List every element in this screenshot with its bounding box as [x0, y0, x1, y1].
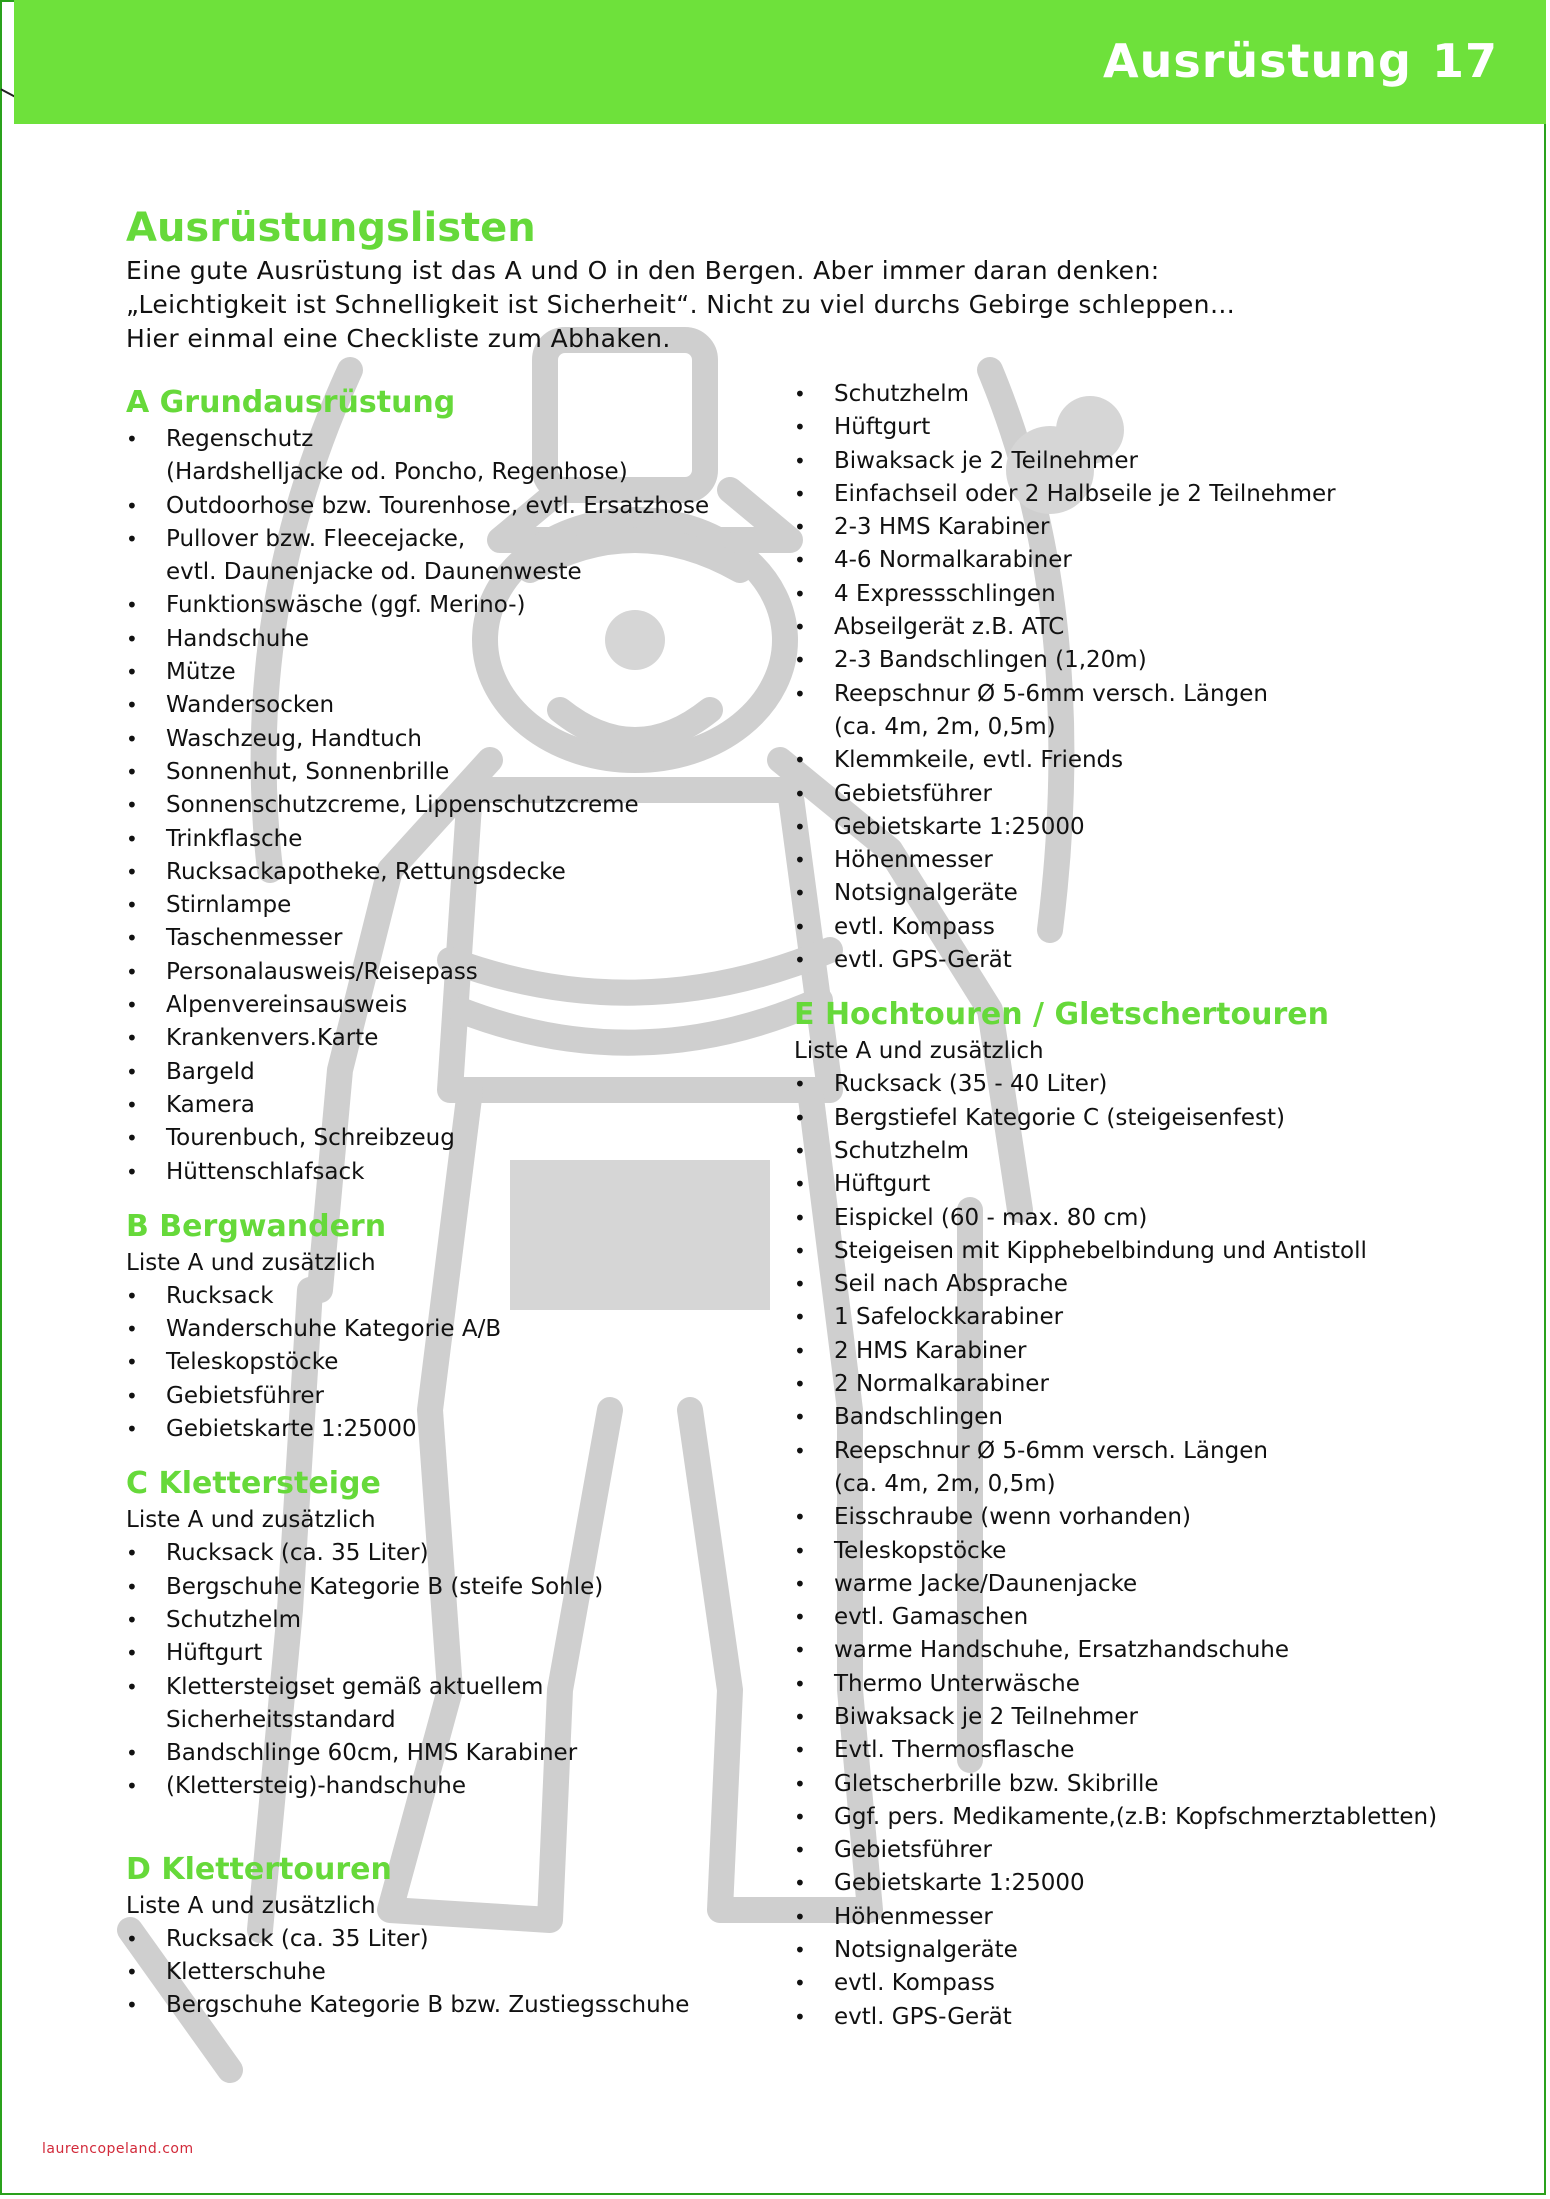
- section-c-subtitle: Liste A und zusätzlich: [126, 1507, 376, 1534]
- list-item: • Bergstiefel Kategorie C (steigeisenfest): [794, 1102, 1454, 1135]
- list-item: [794, 1468, 1454, 1501]
- list-item: • Eisschraube (wenn vorhanden): [794, 1501, 1454, 1534]
- section-c-list: [126, 1537, 786, 1803]
- list-item: • Abseilgerät z.B. ATC: [794, 611, 1454, 644]
- list-item: • Pullover bzw. Fleecejacke,: [126, 523, 786, 556]
- list-item: • Klettersteigset gemäß aktuellem: [126, 1671, 786, 1704]
- list-item-continuation: (Hardshelljacke od. Poncho, Regenhose): [166, 459, 628, 486]
- list-item-continuation: evtl. Daunenjacke od. Daunenweste: [166, 559, 582, 586]
- list-item: • 1 Safelockkarabiner: [794, 1301, 1454, 1334]
- list-item: • Wanderschuhe Kategorie A/B: [126, 1313, 786, 1346]
- list-item: • Personalausweis/Reisepass: [126, 956, 786, 989]
- section-b-title: B Bergwandern: [126, 1208, 387, 1244]
- intro-line: „Leichtigkeit ist Schnelligkeit ist Sicherheit“. Nicht zu viel durchs Gebirge schleppen…: [126, 290, 1236, 319]
- page-title: Ausrüstungslisten: [126, 205, 536, 251]
- list-item: • Thermo Unterwäsche: [794, 1668, 1454, 1701]
- list-item-continuation: Sicherheitsstandard: [166, 1706, 396, 1733]
- list-item: • Hüftgurt: [794, 1168, 1454, 1201]
- list-item: • Gebietsführer: [794, 1834, 1454, 1867]
- section-a-list: [126, 423, 786, 1189]
- list-item: • Kamera: [126, 1089, 786, 1122]
- page-header-bar: [14, 0, 1546, 124]
- header-title: Ausrüstung: [1103, 34, 1412, 88]
- list-item: • Bandschlingen: [794, 1401, 1454, 1434]
- list-item: • 2-3 Bandschlingen (1,20m): [794, 644, 1454, 677]
- list-item-continuation: (ca. 4m, 2m, 0,5m): [834, 1470, 1056, 1497]
- list-item: • Bandschlinge 60cm, HMS Karabiner: [126, 1737, 786, 1770]
- list-item: • warme Handschuhe, Ersatzhandschuhe: [794, 1634, 1454, 1667]
- list-item: • warme Jacke/Daunenjacke: [794, 1568, 1454, 1601]
- list-item: • Klemmkeile, evtl. Friends: [794, 744, 1454, 777]
- section-a-title: A Grundausrüstung: [126, 385, 456, 420]
- list-item: • evtl. Kompass: [794, 1967, 1454, 2000]
- left-column: [126, 383, 786, 2023]
- section-e-title: E Hochtouren / Gletschertouren: [794, 997, 1329, 1033]
- header-title-group: [1103, 34, 1498, 88]
- list-item: • Trinkflasche: [126, 823, 786, 856]
- list-item: • evtl. Gamaschen: [794, 1601, 1454, 1634]
- list-item: • Rucksackapotheke, Rettungsdecke: [126, 856, 786, 889]
- list-item: • Tourenbuch, Schreibzeug: [126, 1122, 786, 1155]
- list-item: • Biwaksack je 2 Teilnehmer: [794, 1701, 1454, 1734]
- list-item: • evtl. GPS-Gerät: [794, 944, 1454, 977]
- list-item-continuation: (ca. 4m, 2m, 0,5m): [834, 713, 1056, 740]
- list-item: • Gebietsführer: [794, 778, 1454, 811]
- list-item: • Bergschuhe Kategorie B bzw. Zustiegsschuhe: [126, 1989, 786, 2022]
- intro-line: Hier einmal eine Checkliste zum Abhaken.: [126, 324, 671, 353]
- list-item: [794, 711, 1454, 744]
- list-item: [126, 1704, 786, 1737]
- list-item: • Rucksack (ca. 35 Liter): [126, 1537, 786, 1570]
- list-item: • Einfachseil oder 2 Halbseile je 2 Teilnehmer: [794, 478, 1454, 511]
- section-b-list: [126, 1280, 786, 1446]
- list-item: • Waschzeug, Handtuch: [126, 723, 786, 756]
- list-item: [126, 456, 786, 489]
- list-item: • Stirnlampe: [126, 889, 786, 922]
- section-d-subtitle: Liste A und zusätzlich: [126, 1892, 376, 1919]
- list-item: • Ggf. pers. Medikamente,(z.B: Kopfschmerztabletten): [794, 1801, 1454, 1834]
- list-item: • Notsignalgeräte: [794, 1934, 1454, 1967]
- list-item: • Evtl. Thermosflasche: [794, 1734, 1454, 1767]
- list-item: • 2 Normalkarabiner: [794, 1368, 1454, 1401]
- list-item: • Regenschutz: [126, 423, 786, 456]
- list-item: • Biwaksack je 2 Teilnehmer: [794, 445, 1454, 478]
- list-item: • Kletterschuhe: [126, 1956, 786, 1989]
- list-item: • Notsignalgeräte: [794, 877, 1454, 910]
- list-item: • Mütze: [126, 656, 786, 689]
- list-item: • Schutzhelm: [126, 1604, 786, 1637]
- list-item: • Schutzhelm: [794, 378, 1454, 411]
- list-item: • Gebietskarte 1:25000: [126, 1413, 786, 1446]
- list-item: • Seil nach Absprache: [794, 1268, 1454, 1301]
- list-item: • Hüftgurt: [794, 411, 1454, 444]
- list-item: • Handschuhe: [126, 623, 786, 656]
- list-item: • Sonnenhut, Sonnenbrille: [126, 756, 786, 789]
- intro-line: Eine gute Ausrüstung ist das A und O in den Bergen. Aber immer daran denken:: [126, 256, 1160, 285]
- list-item: • Rucksack (35 - 40 Liter): [794, 1068, 1454, 1101]
- section-e-list: [794, 1068, 1454, 2034]
- list-item: • Gebietskarte 1:25000: [794, 1867, 1454, 1900]
- list-item: • Teleskopstöcke: [126, 1346, 786, 1379]
- list-item: • Bergschuhe Kategorie B (steife Sohle): [126, 1571, 786, 1604]
- list-item: • Rucksack (ca. 35 Liter): [126, 1923, 786, 1956]
- section-d-list: [126, 1923, 786, 2023]
- list-item: • Gletscherbrille bzw. Skibrille: [794, 1768, 1454, 1801]
- list-item: • Höhenmesser: [794, 844, 1454, 877]
- list-item: • Taschenmesser: [126, 922, 786, 955]
- list-item: • Teleskopstöcke: [794, 1535, 1454, 1568]
- list-item: • Eispickel (60 - max. 80 cm): [794, 1202, 1454, 1235]
- section-d-title: D Klettertouren: [126, 1851, 392, 1887]
- section-b-subtitle: Liste A und zusätzlich: [126, 1249, 376, 1276]
- list-item: • Gebietsführer: [126, 1380, 786, 1413]
- list-item: • Reepschnur Ø 5-6mm versch. Längen: [794, 1435, 1454, 1468]
- list-item: • Gebietskarte 1:25000: [794, 811, 1454, 844]
- list-item: • evtl. GPS-Gerät: [794, 2001, 1454, 2034]
- list-item: • Steigeisen mit Kipphebelbindung und Antistoll: [794, 1235, 1454, 1268]
- page-number: 17: [1431, 34, 1498, 88]
- list-item: • Alpenvereinsausweis: [126, 989, 786, 1022]
- list-item: • 4-6 Normalkarabiner: [794, 544, 1454, 577]
- list-item: • Reepschnur Ø 5-6mm versch. Längen: [794, 678, 1454, 711]
- intro-paragraph: [126, 254, 1346, 356]
- list-item: • (Klettersteig)-handschuhe: [126, 1770, 786, 1803]
- list-item: • Hüftgurt: [126, 1637, 786, 1670]
- list-item: • evtl. Kompass: [794, 911, 1454, 944]
- list-item: • Funktionswäsche (ggf. Merino-): [126, 589, 786, 622]
- list-item: • 2 HMS Karabiner: [794, 1335, 1454, 1368]
- list-item: • Bargeld: [126, 1056, 786, 1089]
- list-item: • Rucksack: [126, 1280, 786, 1313]
- list-item: • Krankenvers.Karte: [126, 1022, 786, 1055]
- list-item: [126, 556, 786, 589]
- list-item: • Wandersocken: [126, 689, 786, 722]
- list-item: • Schutzhelm: [794, 1135, 1454, 1168]
- section-c-title: C Klettersteige: [126, 1466, 381, 1502]
- list-item: • 2-3 HMS Karabiner: [794, 511, 1454, 544]
- right-column: [794, 378, 1454, 2034]
- list-item: • Outdoorhose bzw. Tourenhose, evtl. Ersatzhose: [126, 490, 786, 523]
- list-item: • Höhenmesser: [794, 1901, 1454, 1934]
- list-item: • Hüttenschlafsack: [126, 1156, 786, 1189]
- section-e-subtitle: Liste A und zusätzlich: [794, 1038, 1044, 1065]
- section-d-continued-list: [794, 378, 1454, 977]
- footer-watermark-text: laurencopeland.com: [42, 2141, 194, 2157]
- list-item: • Sonnenschutzcreme, Lippenschutzcreme: [126, 789, 786, 822]
- list-item: • 4 Expressschlingen: [794, 578, 1454, 611]
